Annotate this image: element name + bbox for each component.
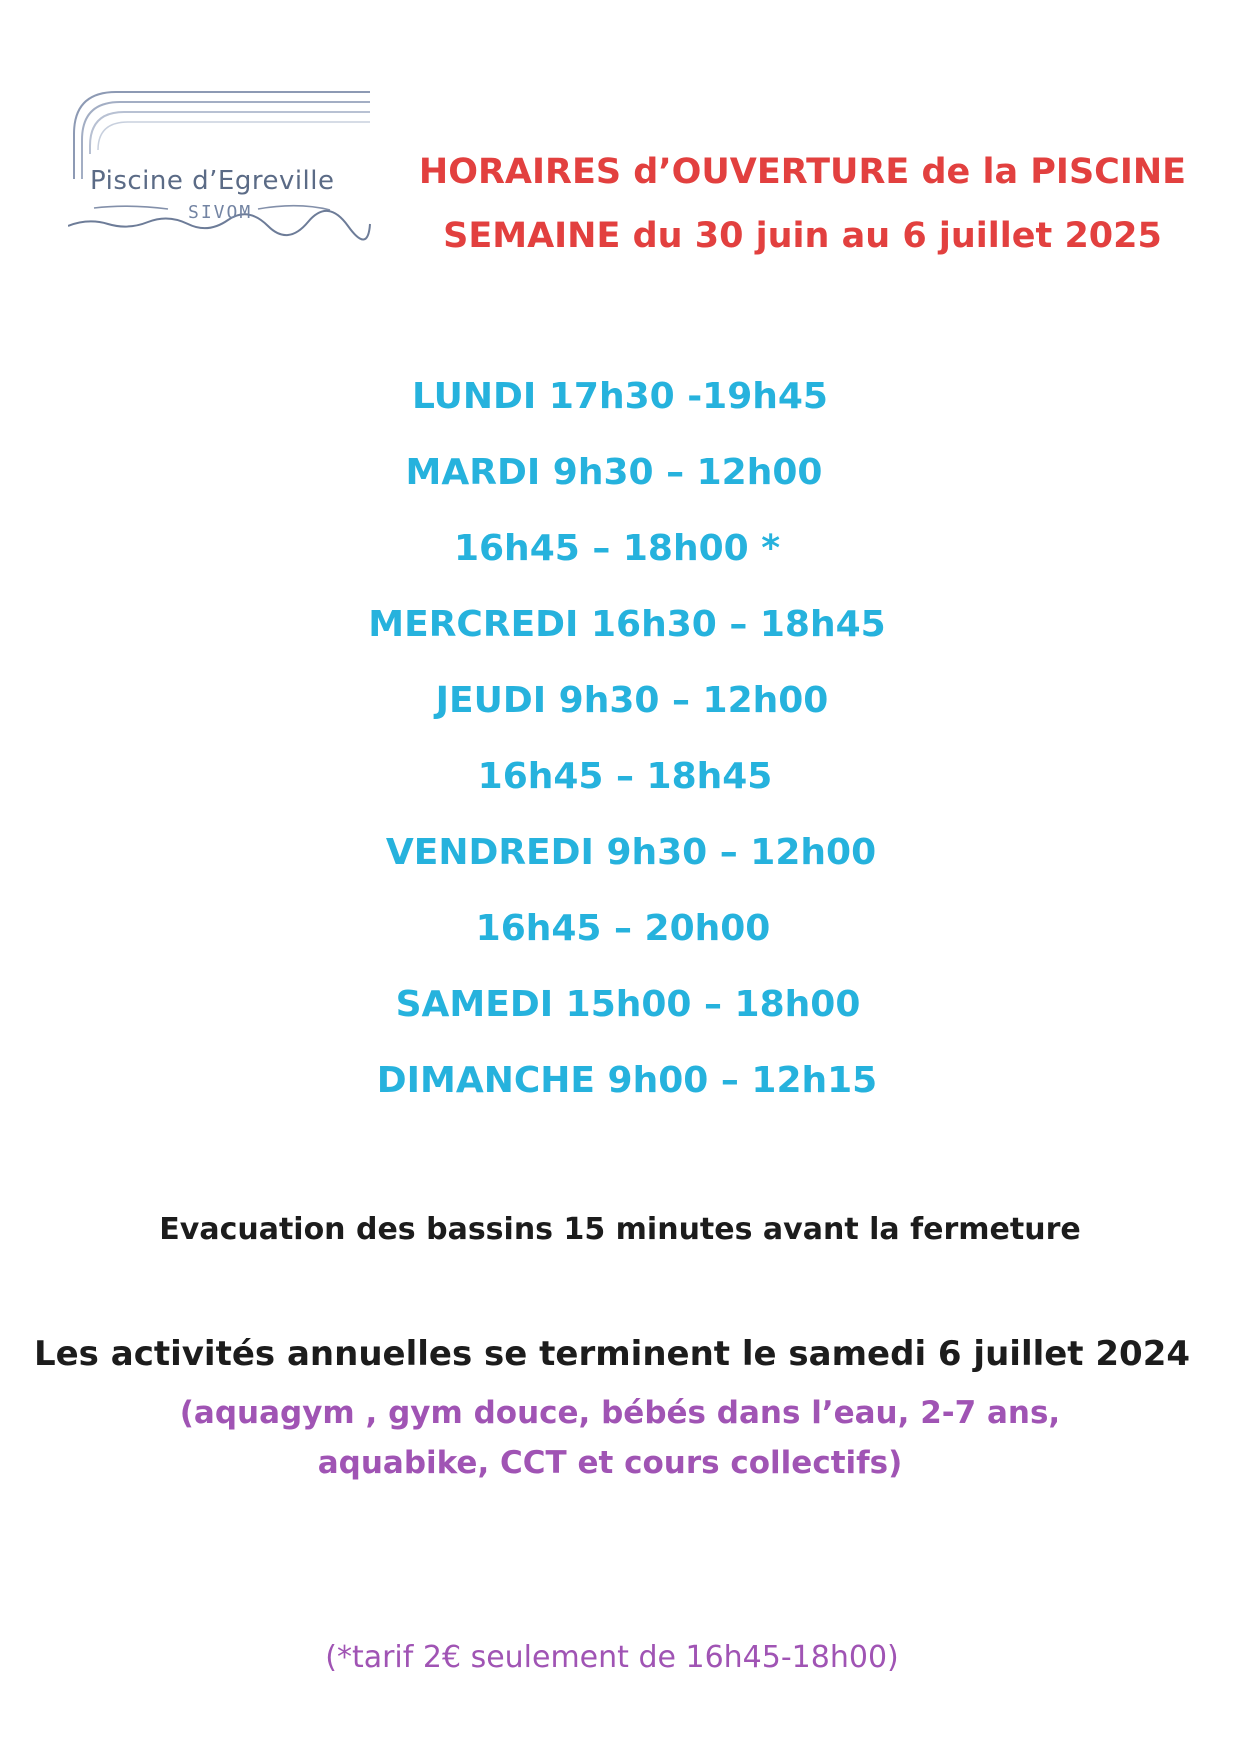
activities-detail bbox=[0, 1388, 1240, 1488]
activities-detail-line-1: (aquagym , gym douce, bébés dans l’eau, 2-7 ans, bbox=[179, 1395, 1061, 1431]
schedule-line-mardi-pm: 16h45 – 18h00 * bbox=[453, 528, 781, 569]
logo bbox=[68, 84, 378, 244]
schedule-line-jeudi-pm: 16h45 – 18h45 bbox=[477, 756, 773, 797]
activities-detail-line-2: aquabike, CCT et cours collectifs) bbox=[317, 1445, 903, 1481]
schedule-line-mardi: MARDI 9h30 – 12h00 bbox=[405, 452, 823, 493]
schedule-line-dimanche: DIMANCHE 9h00 – 12h15 bbox=[376, 1060, 878, 1101]
schedule-line-jeudi: JEUDI 9h30 – 12h00 bbox=[435, 680, 829, 721]
logo-name: Piscine d’Egreville bbox=[90, 166, 335, 196]
week-subtitle: SEMAINE du 30 juin au 6 juillet 2025 bbox=[443, 216, 1162, 256]
schedule-line-samedi: SAMEDI 15h00 – 18h00 bbox=[395, 984, 861, 1025]
evacuation-note: Evacuation des bassins 15 minutes avant la fermeture bbox=[159, 1212, 1081, 1247]
tarif-note: (*tarif 2€ seulement de 16h45-18h00) bbox=[325, 1640, 899, 1675]
schedule-line-mercredi: MERCREDI 16h30 – 18h45 bbox=[368, 604, 886, 645]
schedule-line-lundi: LUNDI 17h30 -19h45 bbox=[412, 376, 828, 417]
activities-note: Les activités annuelles se terminent le samedi 6 juillet 2024 bbox=[33, 1334, 1191, 1374]
schedule-line-vendredi-pm: 16h45 – 20h00 bbox=[475, 908, 771, 949]
page-title: HORAIRES d’OUVERTURE de la PISCINE bbox=[418, 152, 1187, 192]
page-header bbox=[400, 152, 1200, 256]
logo-sivom: SIVOM bbox=[188, 202, 253, 223]
schedule-line-vendredi: VENDREDI 9h30 – 12h00 bbox=[385, 832, 877, 873]
